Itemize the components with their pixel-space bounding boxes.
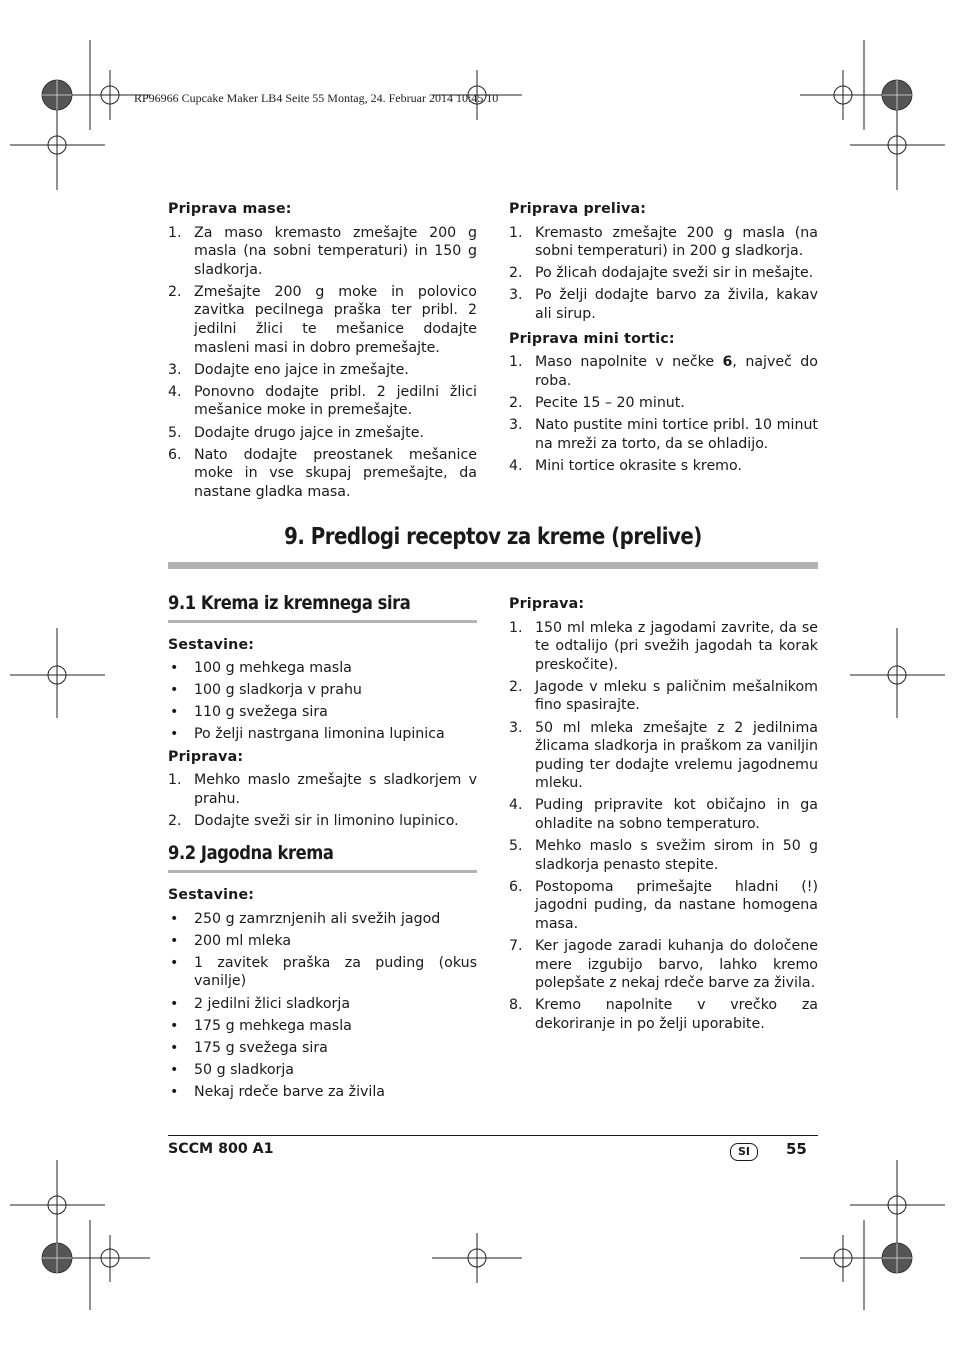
list-item: 8. Kremo napolnite v vrečko za dekoriranje in po želji uporabite. (509, 997, 818, 1032)
list-item: • 50 g sladkorja (170, 1061, 294, 1078)
list-item: 2. Pecite 15 – 20 minut. (509, 394, 685, 411)
prep-list (509, 619, 818, 1034)
page-number: 55 (786, 1140, 807, 1158)
list-item: 2. Po žlicah dodajajte sveži sir in mešajte. (509, 265, 814, 282)
footer-rule (168, 1135, 818, 1136)
list-item: 2. Jagode v mleku s paličnim mešalnikom fino spasirajte. (509, 678, 818, 714)
list-item: 4. Mini tortice okrasite s kremo. (509, 457, 742, 474)
topping-prep-column (509, 200, 818, 479)
language-badge: SI (730, 1143, 758, 1161)
footer-model: SCCM 800 A1 (168, 1141, 274, 1157)
list-item: • 250 g zamrznjenih ali svežih jagod (170, 910, 441, 927)
section-title-cream-cheese: 9.1 Krema iz kremnega sira (168, 594, 477, 623)
list-item: 1. 150 ml mleka z jagodami zavrite, da se te odtalijo (pri svežih jagodah ta korak preskočite). (509, 619, 818, 673)
print-header: RP96966 Cupcake Maker LB4 Seite 55 Montag, 24. Februar 2014 10:45 10 (134, 91, 499, 105)
list-item: 4. Puding pripravite kot običajno in ga ohladite na sobno temperaturo. (509, 797, 818, 833)
mini-cakes-heading: Priprava mini tortic: (509, 330, 675, 347)
list-item: 1. Mehko maslo zmešajte s sladkorjem v prahu. (168, 772, 477, 807)
list-item: • Nekaj rdeče barve za živila (170, 1083, 385, 1100)
list-item: 5. Mehko maslo s svežim sirom in 50 g sladkorja penasto stepite. (509, 838, 818, 873)
list-item: 3. Nato pustite mini tortice pribl. 10 minut na mreži za torto, da se ohladijo. (509, 416, 818, 452)
list-item: • 100 g mehkega masla (170, 660, 352, 677)
chapter-rule (168, 562, 818, 569)
list-item: • 200 ml mleka (170, 932, 292, 949)
list-item: 7. Ker jagode zaradi kuhanja do določene mere izgubijo barvo, lahko kremo polepšate z nekaj rdeče barve za živila. (509, 938, 818, 992)
list-item: • 1 zavitek praška za puding (okus vanilje) (170, 954, 477, 990)
list-item: • 175 g mehkega masla (170, 1017, 352, 1034)
list-item: 6. Postopoma primešajte hladni (!) jagodni puding, da nastane homogena masa. (509, 878, 818, 932)
section-left-column (168, 594, 477, 1105)
list-item: • 175 g svežega sira (170, 1039, 328, 1056)
prep-heading: Priprava: (168, 748, 244, 765)
list-item: 3. Dodajte eno jajce in zmešajte. (168, 361, 409, 378)
list-item: 1. Za maso kremasto zmešajte 200 g masla (na sobni temperaturi) in 150 g sladkorja. (168, 224, 477, 278)
list-item: 2. Dodajte sveži sir in limonino lupinico. (168, 812, 459, 829)
chapter-title: 9. Predlogi receptov za kreme (prelive) (284, 524, 702, 550)
list-item: 6. Nato dodajte preostanek mešanice moke in vse skupaj premešajte, da nastane gladka masa. (168, 446, 477, 500)
ingredients-heading: Sestavine: (168, 636, 255, 653)
list-item: 3. 50 ml mleka zmešajte z 2 jedilnima žlicama sladkorja in praškom za vaniljin puding ter dodajte vrelemu jagodnemu mleku. (509, 719, 818, 792)
section-title-strawberry: 9.2 Jagodna krema (168, 844, 477, 873)
ingredients-heading: Sestavine: (168, 887, 255, 904)
list-item: • 100 g sladkorja v prahu (170, 682, 362, 699)
ingredients-list (168, 659, 477, 744)
list-item: 2. Zmešajte 200 g moke in polovico zavitka pecilnega praška ter pribl. 2 jedilni žlici te mešanice dodajte masleni masi in dobro premešajte. (168, 283, 477, 356)
topping-prep-list (509, 224, 818, 324)
list-item: 1. Maso napolnite v nečke 6, največ do roba. (509, 354, 818, 389)
list-item: • 2 jedilni žlici sladkorja (170, 995, 351, 1012)
topping-prep-heading: Priprava preliva: (509, 201, 647, 217)
list-item: 5. Dodajte drugo jajce in zmešajte. (168, 424, 424, 441)
list-item: 4. Ponovno dodajte pribl. 2 jedilni žlici mešanice moke in premešajte. (168, 383, 477, 419)
batter-prep-heading: Priprava mase: (168, 201, 292, 217)
prep-heading: Priprava: (509, 596, 585, 612)
list-item: 1. Kremasto zmešajte 200 g masla (na sobni temperaturi) in 200 g sladkorja. (509, 224, 818, 260)
section-right-column (509, 595, 818, 1037)
mini-cakes-list (509, 353, 818, 475)
batter-prep-list (168, 224, 477, 502)
list-item: • 110 g svežega sira (170, 704, 328, 721)
list-item: 3. Po želji dodajte barvo za živila, kakav ali sirup. (509, 287, 818, 322)
list-item: • Po želji nastrgana limonina lupinica (170, 726, 445, 743)
ingredients-list (168, 910, 477, 1102)
prep-list (168, 771, 477, 830)
batter-prep-column (168, 200, 477, 505)
